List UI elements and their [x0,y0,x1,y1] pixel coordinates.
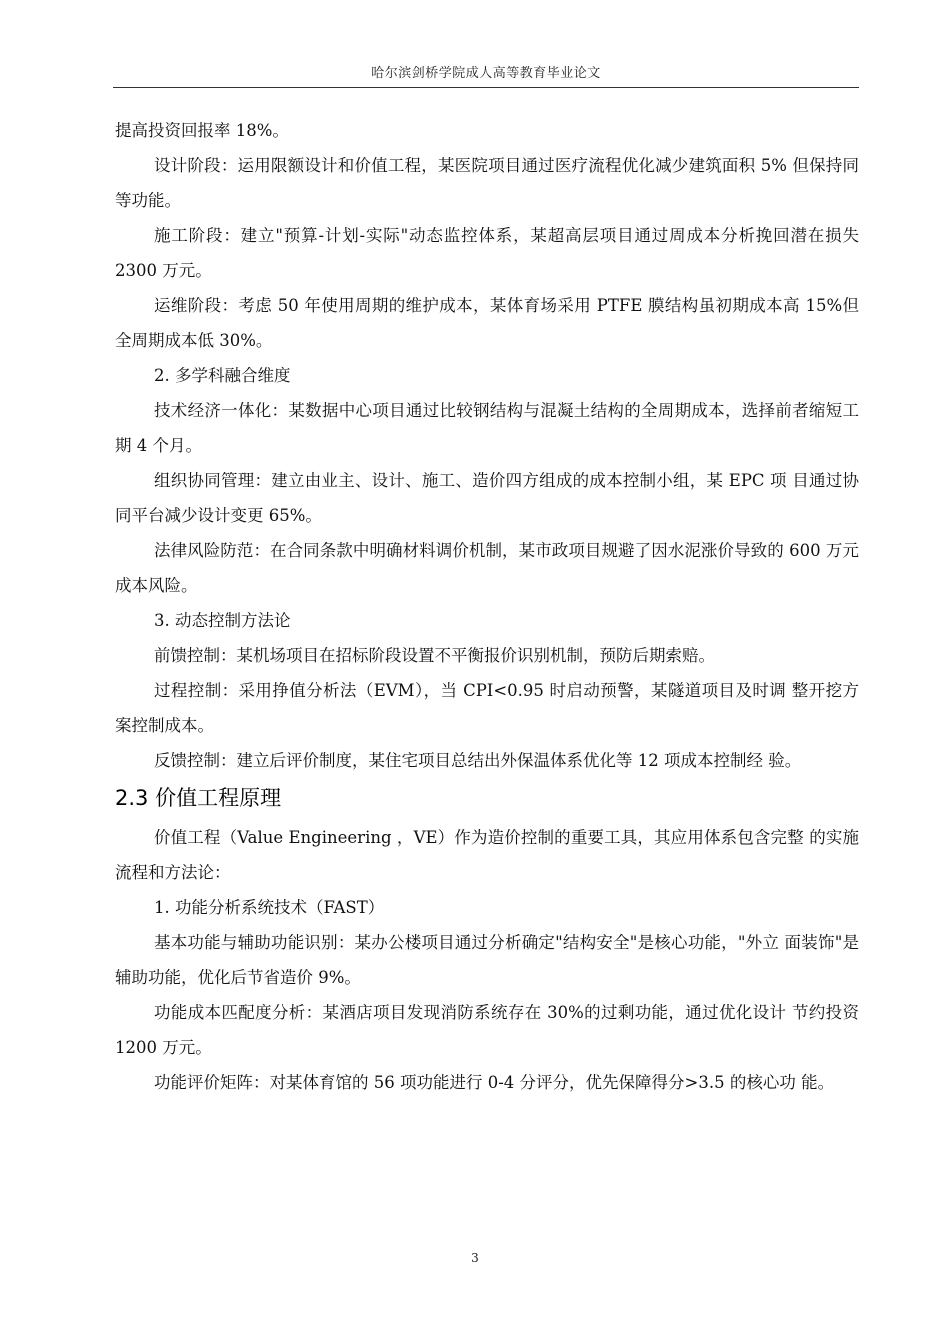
paragraph: 功能成本匹配度分析：某酒店项目发现消防系统存在 30%的过剩功能，通过优化设计 节约投资 1200 万元。 [115,1003,859,1057]
running-header: 哈尔滨剑桥学院成人高等教育毕业论文 [371,66,601,81]
list-heading: 3. 动态控制方法论 [154,611,291,630]
paragraph: 反馈控制：建立后评价制度，某住宅项目总结出外保温体系优化等 12 项成本控制经 验。 [154,751,802,770]
list-heading: 1. 功能分析系统技术（FAST） [154,898,385,917]
paragraph: 运维阶段：考虑 50 年使用周期的维护成本，某体育场采用 PTFE 膜结构虽初期成本高 15%但全周期成本低 30%。 [115,296,859,350]
list-heading: 2. 多学科融合维度 [154,366,291,385]
paragraph: 提高投资回报率 18%。 [115,121,289,140]
paragraph: 设计阶段：运用限额设计和价值工程，某医院项目通过医疗流程优化减少建筑面积 5% 但保持同等功能。 [115,156,859,210]
paragraph: 价值工程（Value Engineering ，VE）作为造价控制的重要工具，其应用体系包含完整 的实施流程和方法论： [115,828,859,882]
header-rule [113,87,859,88]
paragraph: 施工阶段：建立"预算-计划-实际"动态监控体系，某超高层项目通过周成本分析挽回潜在损失 2300 万元。 [115,226,859,280]
paragraph: 组织协同管理：建立由业主、设计、施工、造价四方组成的成本控制小组，某 EPC 项 目通过协同平台减少设计变更 65%。 [115,471,859,525]
page-number: 3 [471,1251,479,1265]
document-body [115,113,859,1100]
paragraph: 法律风险防范：在合同条款中明确材料调价机制，某市政项目规避了因水泥涨价导致的 600 万元成本风险。 [115,541,859,595]
section-heading: 2.3 价值工程原理 [115,786,282,810]
paragraph: 基本功能与辅助功能识别：某办公楼项目通过分析确定"结构安全"是核心功能，"外立 面装饰"是辅助功能，优化后节省造价 9%。 [115,933,859,987]
paragraph: 技术经济一体化：某数据中心项目通过比较钢结构与混凝土结构的全周期成本，选择前者缩短工期 4 个月。 [115,401,859,455]
paragraph: 过程控制：采用挣值分析法（EVM），当 CPI<0.95 时启动预警，某隧道项目及时调 整开挖方案控制成本。 [115,681,859,735]
paragraph: 功能评价矩阵：对某体育馆的 56 项功能进行 0-4 分评分，优先保障得分>3.5 的核心功 能。 [154,1073,835,1092]
paragraph: 前馈控制：某机场项目在招标阶段设置不平衡报价识别机制，预防后期索赔。 [154,646,715,665]
